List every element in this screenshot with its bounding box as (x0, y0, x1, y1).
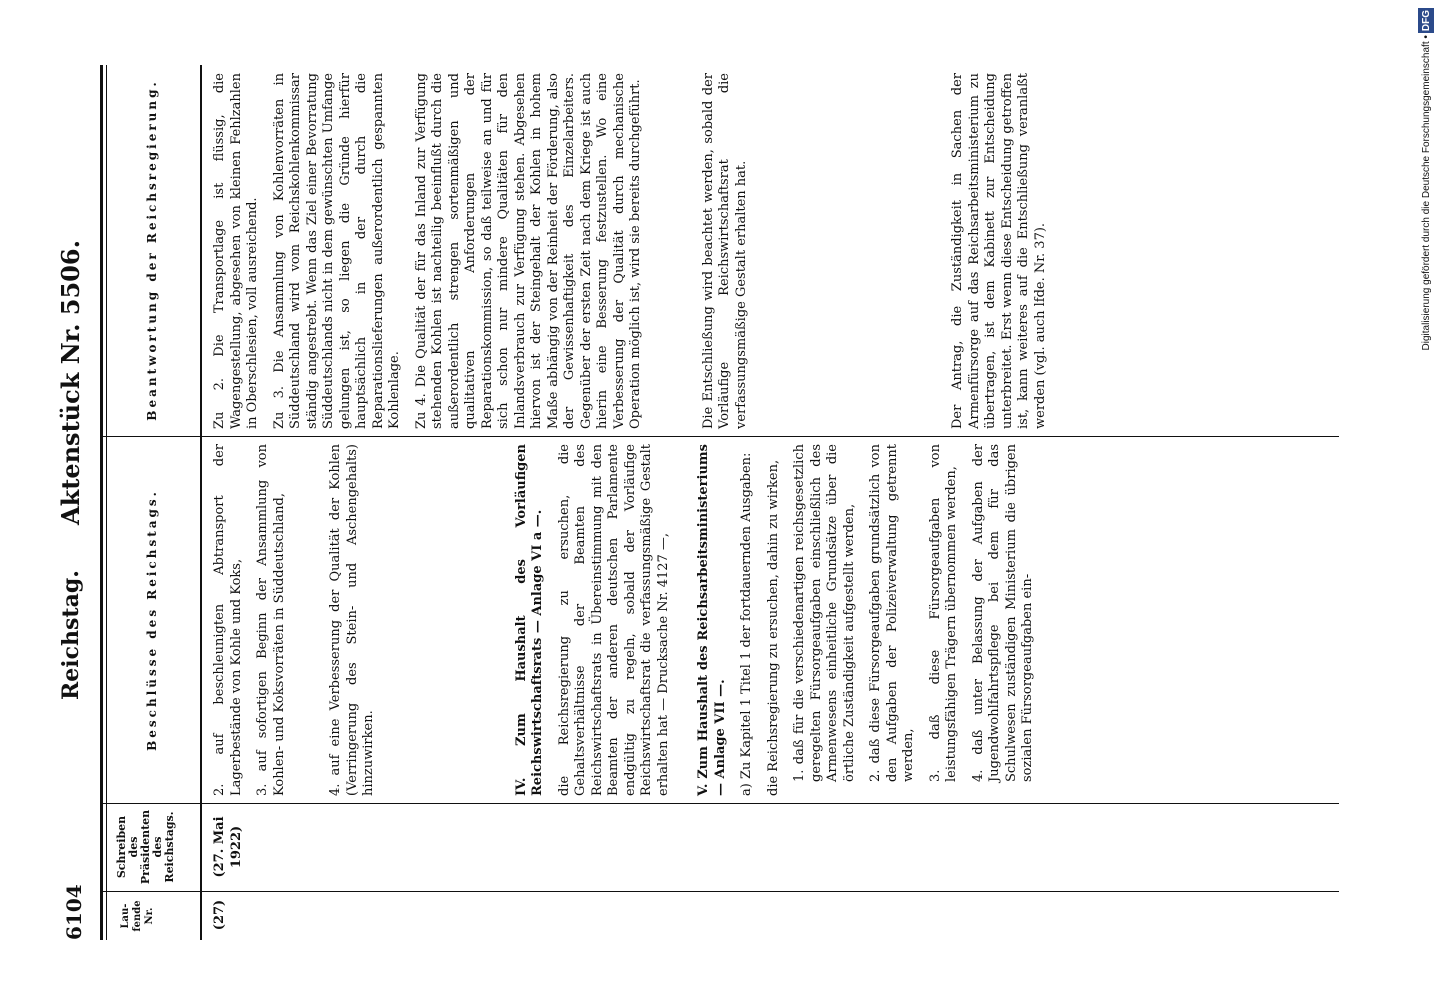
section-iv-text: die Reichsregierung zu ersuchen, die Gehaltsverhältnisse der Beamten des Reichswirtschaftsrats in Übereinstimmung mit den Beamten der anderen deutschen Parlamente endgültig zu regeln, sobald der Vorläufige Reichswirtschaftsrat die verfassungsmäßige Gestalt erhalten hat — Drucksache Nr. 4127 —, (556, 444, 671, 796)
beschluss-item-2: 2. auf beschleunigten Abtransport der Lagerbestände von Kohle und Koks, (212, 444, 244, 796)
page-title: Reichstag. (58, 570, 84, 700)
column-divider (103, 436, 1339, 437)
section-v-a: a) Zu Kapitel 1 Titel 1 der fortdauernden Ausgaben: (739, 452, 754, 796)
column-header-beantwortung: Beantwortung der Reichsregierung. (145, 79, 159, 421)
table-top-rule (100, 65, 103, 940)
antwort-zu-2: Zu 2. Die Transportlage ist flüssig, die Wagengestellung, abgesehen von kleinen Fehlzahlen in Oberschlesien, voll ausreichend. (212, 73, 260, 429)
section-v-item-1: 1. daß für die verschiedenartigen reichsgesetzlich geregelten Fürsorgeaufgaben einschließlich des Armenwesens einheitliche Grundsätze über die örtliche Zuständigkeit aufgestellt werden, (792, 444, 857, 782)
beschluss-item-4: 4. auf eine Verbesserung der Qualität der Kohlen (Verringerung des Stein- und Aschengehalts) hinzuwirken. (328, 444, 376, 796)
column-header-beschluesse: Beschlüsse des Reichstags. (145, 489, 159, 751)
beschluesse-column (212, 444, 1047, 796)
page-subtitle: Aktenstück Nr. 5506. (56, 240, 85, 525)
row-number: (27) (212, 899, 227, 931)
section-v-intro: die Reichsregierung zu ersuchen, dahin zu wirken, (765, 459, 781, 796)
beschluss-item-3: 3. auf sofortigen Beginn der Ansammlung von Kohlen- und Koksvorräten in Süddeutschland, (255, 444, 287, 796)
column-divider (103, 891, 1339, 892)
dfg-logo: DFG (1418, 8, 1434, 33)
row-date: (27. Mai 1922) (212, 816, 244, 878)
digitization-credit (1418, 8, 1434, 992)
section-v-heading: V. Zum Haushalt des Reichsarbeitsministeriums — Anlage VII —. (696, 444, 728, 796)
section-v-item-4: 4. daß unter Belassung der Aufgaben der Jugendwohlfahrtspflege bei dem für das Schulwesen zuständigen Ministerium die übrigen sozialen Fürsorgeaufgaben ein- (970, 444, 1035, 782)
antwort-zu-4: Zu 4. Die Qualität der für das Inland zur Verfügung stehenden Kohlen ist nachteilig beeinflußt durch die außerordentlich strengen sortenmäßigen und qualitativen Anforderungen der Reparationskommission, so daß teilweise an und für sich schon nur mindere Qualitäten für den Inlandsverbrauch zur Verfügung stehen. Abgesehen hiervon ist der Steingehalt der Kohlen in hohem Maße abhängig von der Reinheit der Förderung, also der Gewissenhaftigkeit des Einzelarbeiters. Gegenüber der ersten Zeit nach dem Kriege ist auch hierin eine Besserung festzustellen. Wo eine Verbesserung der Qualität durch mechanische Operation möglich ist, wird sie bereits durchgeführt. (413, 73, 643, 429)
column-divider (103, 803, 1339, 804)
column-header-schreiben: Schreiben des Präsidenten des Reichstags. (115, 809, 176, 885)
credit-text: Digitalisierung gefördert durch die Deutsche Forschungsgemeinschaft • (1421, 35, 1432, 351)
antwort-zu-3: Zu 3. Die Ansammlung von Kohlenvorräten in Süddeutschland wird vom Reichskohlenkommissar ständig angestrebt. Wenn das Ziel einer Bevorratung Süddeutschlands nicht in dem gewünschten Umfange gelungen ist, so liegen die Gründe hierfür hauptsächlich in der durch die Reparationslieferungen außerordentlich gespannten Kohlenlage. (271, 73, 402, 429)
column-header-rule (200, 65, 202, 940)
section-v-item-3: 3. daß diese Fürsorgeaufgaben von leistungsfähigen Trägern übernommen werden, (927, 444, 959, 782)
antwort-v: Der Antrag, die Zuständigkeit in Sachen der Armenfürsorge auf das Reichsarbeitsministerium zu übertragen, ist dem Kabinett zur Entscheidung unterbreitet. Erst wenn diese Entscheidung getroffen ist, kann weiteres auf die Entschließung veranlaßt werden (vgl. auch lfde. Nr. 37). (950, 73, 1048, 429)
column-header-lfd: Lau-fende Nr. (120, 900, 155, 932)
beantwortung-column (212, 73, 1059, 429)
section-iv-heading: IV. Zum Haushalt des Vorläufigen Reichswirtschaftsrats — Anlage VI a —. (513, 444, 545, 796)
antwort-iv: Die Entschließung wird beachtet werden, sobald der Vorläufige Reichswirtschaftsrat die verfassungsmäßige Gestalt erhalten hat. (700, 73, 749, 429)
table-top-rule-thin (106, 65, 107, 940)
section-v-item-2: 2. daß diese Fürsorgeaufgaben grundsätzlich von den Aufgaben der Polizeiverwaltung getrennt werden, (868, 444, 916, 782)
page-number: 6104 (62, 884, 86, 940)
